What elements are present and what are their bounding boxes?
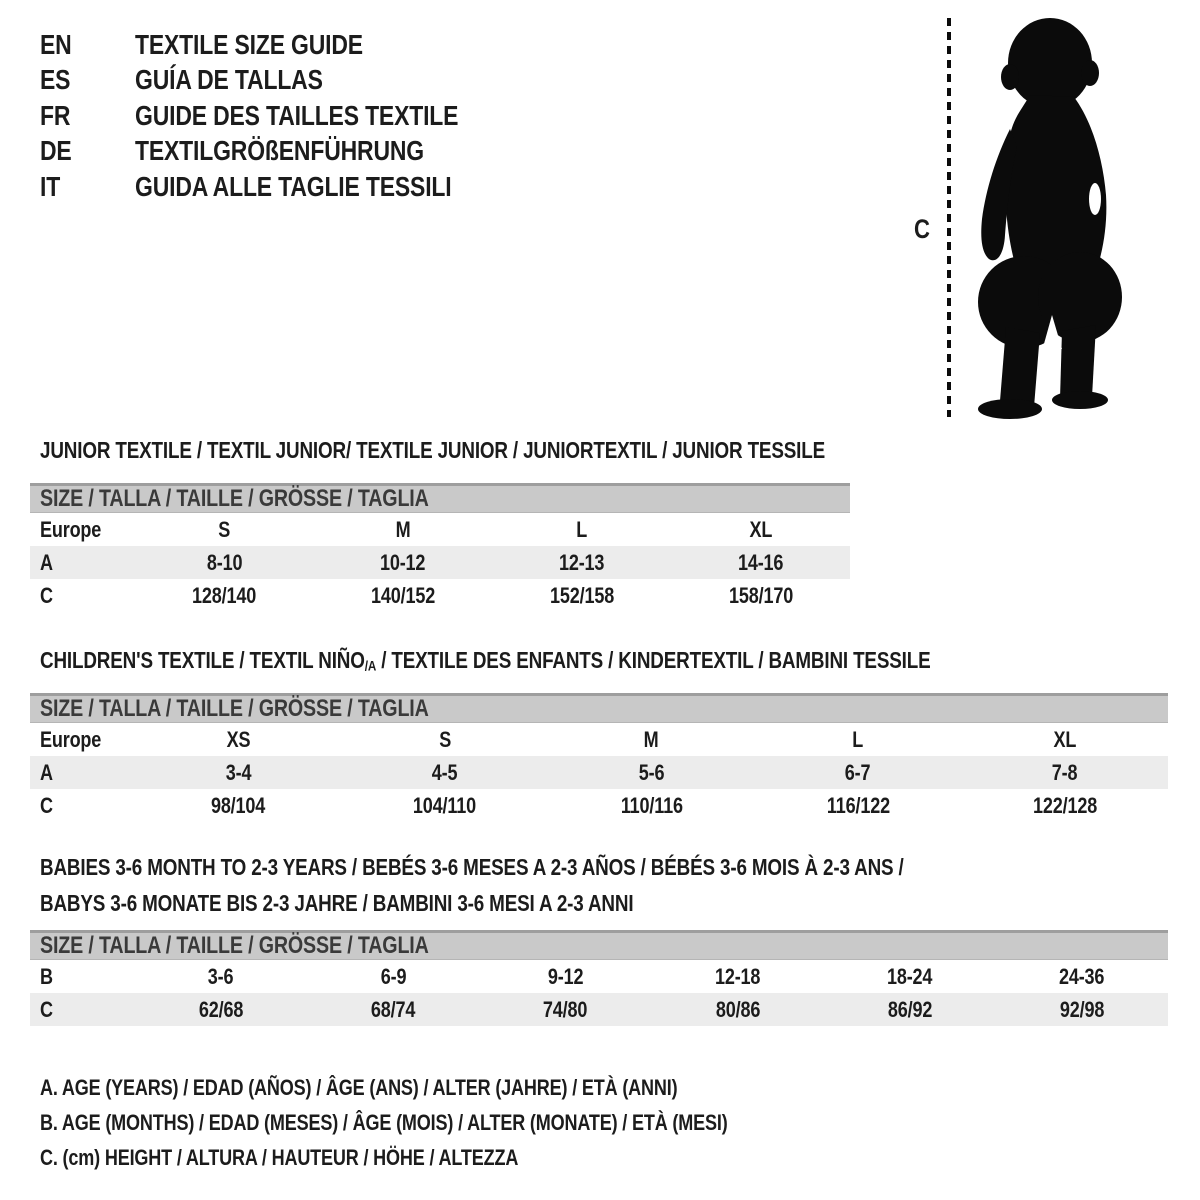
size-cell: L xyxy=(576,516,588,542)
age-cell: 14-16 xyxy=(737,549,784,575)
height-cell: 128/140 xyxy=(192,582,257,608)
row-label: C xyxy=(40,792,53,818)
height-measure-line xyxy=(947,18,951,417)
size-cell: XL xyxy=(749,516,772,542)
height-cell: 80/86 xyxy=(715,996,760,1022)
size-cell: XS xyxy=(226,726,251,752)
months-cell: 18-24 xyxy=(887,963,933,989)
age-cell: 3-4 xyxy=(225,759,252,785)
table-row-height xyxy=(30,579,850,612)
size-header-label: SIZE / TALLA / TAILLE / GRÖSSE / TAGLIA xyxy=(40,485,429,512)
language-code: FR xyxy=(40,99,71,131)
age-cell: 5-6 xyxy=(638,759,665,785)
height-cell: 86/92 xyxy=(887,996,932,1022)
table-row-age xyxy=(30,546,850,579)
table-row-height xyxy=(30,789,1168,822)
age-cell: 12-13 xyxy=(559,549,605,575)
table-row-months xyxy=(30,960,1168,993)
height-cell: 122/128 xyxy=(1032,792,1097,818)
junior-size-table xyxy=(30,483,850,612)
measure-c-label: C xyxy=(914,214,930,244)
toddler-silhouette-icon xyxy=(960,16,1142,422)
guide-title: TEXTILGRÖßENFÜHRUNG xyxy=(135,135,424,167)
legend-line-c: C. (cm) HEIGHT / ALTURA / HAUTEUR / HÖHE / ALTEZZA xyxy=(40,1144,519,1170)
row-label: A xyxy=(40,759,53,785)
size-header-bar xyxy=(30,483,850,513)
language-code: IT xyxy=(40,170,61,202)
list-item xyxy=(40,27,529,63)
language-code: DE xyxy=(40,135,72,167)
table-row-age xyxy=(30,756,1168,789)
list-item xyxy=(40,98,529,134)
months-cell: 12-18 xyxy=(714,963,761,989)
age-cell: 6-7 xyxy=(845,759,871,785)
size-header-bar xyxy=(30,930,1168,960)
legend-line-b: B. AGE (MONTHS) / EDAD (MESES) / ÂGE (MOIS) / ALTER (MONATE) / ETÀ (MESI) xyxy=(40,1109,728,1135)
babies-title-line2: BABYS 3-6 MONATE BIS 2-3 JAHRE / BAMBINI 3-6 MESI A 2-3 ANNI xyxy=(40,890,634,916)
section-title-children: CHILDREN'S TEXTILE / TEXTIL NIÑO/A / TEXTILE DES ENFANTS / KINDERTEXTIL / BAMBINI TESSILE xyxy=(40,647,931,675)
age-cell: 7-8 xyxy=(1051,759,1078,785)
table-row-sizes xyxy=(30,723,1168,756)
height-cell: 158/170 xyxy=(728,582,793,608)
height-cell: 104/110 xyxy=(413,792,477,818)
table-row-sizes xyxy=(30,513,850,546)
table-row-height xyxy=(30,993,1168,1026)
height-cell: 74/80 xyxy=(543,996,588,1022)
guide-title: GUIDE DES TAILLES TEXTILE xyxy=(135,99,459,131)
size-cell: XL xyxy=(1053,726,1077,752)
section-title-babies xyxy=(40,849,1093,921)
row-label: C xyxy=(40,582,53,608)
age-cell: 4-5 xyxy=(432,759,458,785)
row-label: A xyxy=(40,549,53,575)
size-cell: S xyxy=(438,726,451,752)
section-title-junior: JUNIOR TEXTILE / TEXTIL JUNIOR/ TEXTILE JUNIOR / JUNIORTEXTIL / JUNIOR TESSILE xyxy=(40,437,826,463)
junior-table xyxy=(30,513,850,612)
language-title-list xyxy=(40,27,529,205)
row-label: Europe xyxy=(40,726,102,752)
height-cell: 110/116 xyxy=(620,792,683,818)
babies-size-table xyxy=(30,930,1168,1026)
guide-title: TEXTILE SIZE GUIDE xyxy=(135,28,363,60)
size-cell: M xyxy=(395,516,411,542)
title-subscript: /A xyxy=(364,658,377,675)
row-label: B xyxy=(40,963,53,989)
height-cell: 92/98 xyxy=(1059,996,1105,1022)
months-cell: 9-12 xyxy=(547,963,584,989)
height-cell: 116/122 xyxy=(826,792,890,818)
months-cell: 24-36 xyxy=(1059,963,1105,989)
language-code: EN xyxy=(40,28,72,60)
language-code: ES xyxy=(40,64,71,96)
age-cell: 10-12 xyxy=(380,549,426,575)
babies-table xyxy=(30,960,1168,1026)
list-item xyxy=(40,63,529,99)
list-item xyxy=(40,169,529,205)
size-cell: L xyxy=(852,726,864,752)
months-cell: 6-9 xyxy=(380,963,407,989)
row-label: C xyxy=(40,996,53,1022)
size-header-bar xyxy=(30,693,1168,723)
row-label: Europe xyxy=(40,516,102,542)
size-header-label: SIZE / TALLA / TAILLE / GRÖSSE / TAGLIA xyxy=(40,932,429,959)
size-cell: M xyxy=(644,726,659,752)
list-item xyxy=(40,134,529,170)
height-cell: 140/152 xyxy=(371,582,436,608)
legend-line-a: A. AGE (YEARS) / EDAD (AÑOS) / ÂGE (ANS) / ALTER (JAHRE) / ETÀ (ANNI) xyxy=(40,1074,678,1100)
babies-title-line1: BABIES 3-6 MONTH TO 2-3 YEARS / BEBÉS 3-6 MESES A 2-3 AÑOS / BÉBÉS 3-6 MOIS À 2-3 ANS / xyxy=(40,854,904,880)
guide-title: GUIDA ALLE TAGLIE TESSILI xyxy=(135,170,452,202)
measure-legend xyxy=(40,1070,878,1175)
guide-title: GUÍA DE TALLAS xyxy=(135,64,323,96)
months-cell: 3-6 xyxy=(208,963,234,989)
height-cell: 68/74 xyxy=(371,996,416,1022)
height-cell: 62/68 xyxy=(198,996,244,1022)
height-cell: 98/104 xyxy=(211,792,266,818)
children-table xyxy=(30,723,1168,822)
size-cell: S xyxy=(218,516,231,542)
height-cell: 152/158 xyxy=(549,582,614,608)
children-size-table xyxy=(30,693,1168,822)
age-cell: 8-10 xyxy=(206,549,243,575)
size-header-label: SIZE / TALLA / TAILLE / GRÖSSE / TAGLIA xyxy=(40,695,429,722)
